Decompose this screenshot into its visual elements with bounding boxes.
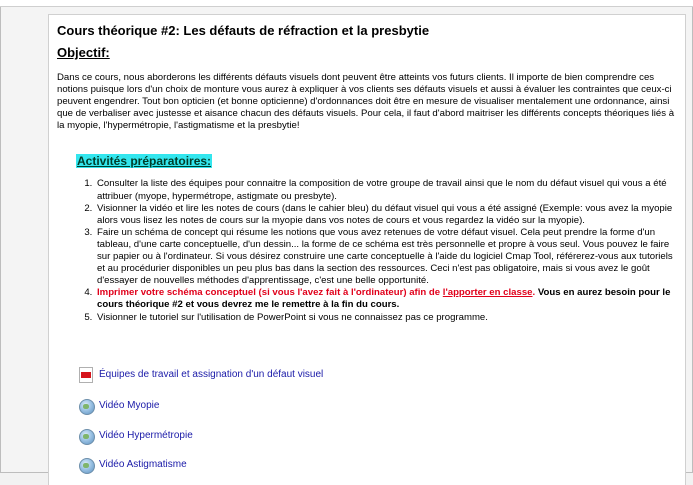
resource-link-label[interactable]: Équipes de travail et assignation d'un défaut visuel xyxy=(99,369,324,380)
red-instruction xyxy=(97,287,535,298)
list-item-text: Consulter la liste des équipes pour connaitre la composition de votre groupe de travail ainsi que le nom du défaut visuel qui vous a été attribuer (myope, hypermétrope, astigmate ou presbyte). xyxy=(97,178,667,202)
bold-instruction: Vous en aurez besoin pour le cours théorique #2 et vous devrez me le remettre à la fin du cours. xyxy=(97,287,671,311)
list-item-text: Visionner le tutoriel sur l'utilisation de PowerPoint si vous ne connaissez pas ce programme. xyxy=(97,311,488,323)
list-item xyxy=(95,312,677,324)
red-text-part-a: Imprimer votre schéma conceptuel (si vous l'avez fait à l'ordinateur) afin de xyxy=(97,287,443,299)
list-item-text: Visionner la vidéo et lire les notes de cours (dans le cahier bleu) du défaut visuel qui vous a été assigné (Exemple: vous avez la myopie alors vous lisez les notes de cours sur la myopie dans vos notes de cours et vous regardez la vidéo sur la myopie). xyxy=(97,202,673,226)
intro-paragraph: Dans ce cours, nous aborderons les différents défauts visuels dont peuvent être atteints vos futurs clients. Il importe de bien comprendre ces notions puisque lors d'un choix de monture vous aurez à expliquer à vos clients ses défauts visuels et aussi à évaluer les contraintes que ceux-ci peuvent engendrer. Tout bon opticien (et bonne opticienne) d'ordonnances doit être en mesure de visualiser mentalement une ordonnance, ainsi que de verbaliser avec justesse et aisance chacun des défauts visuels. Pour cela, il faut d'abord maitriser les différents concepts théoriques liés à la myopie, l'hypermétropie, l'astigmatisme et la presbytie! xyxy=(57,72,675,132)
list-item xyxy=(95,287,677,311)
activites-section xyxy=(76,152,677,170)
pdf-icon xyxy=(79,367,93,383)
page-title: Cours théorique #2: Les défauts de réfraction et la presbytie xyxy=(57,23,430,38)
globe-icon xyxy=(79,458,95,474)
activites-heading: Activités préparatoires: xyxy=(77,154,212,169)
list-item xyxy=(95,203,677,227)
content-panel xyxy=(48,14,686,485)
list-item xyxy=(95,227,677,287)
list-item xyxy=(95,178,677,202)
resource-link-label[interactable]: Vidéo Myopie xyxy=(99,400,160,411)
activites-list xyxy=(79,178,677,323)
globe-icon xyxy=(79,399,95,415)
globe-icon xyxy=(79,429,95,445)
red-text-part-b: . xyxy=(532,287,536,299)
list-item-text: Faire un schéma de concept qui résume les notions que vous avez retenues de votre défaut visuel. Cela peut prendre la forme d'un tableau, d'une carte conceptuelle, d'un dessin... la forme de ce schéma est très personnelle et propre à vous seul. Vous pouvez le faire sur papier ou à l'ordinateur. Si vous désirez construire une carte conceptuelle à l'aide du logiciel Cmap Tool, référerez-vous aux tutoriels et au procédurier disponibles un peu plus bas dans la section des ressources. Ceci n'est pas obligatoire, mais si vous avez le goût d'essayer de nouvelles méthodes d'apprentissage, c'est une belle opportunité. xyxy=(97,226,673,287)
objectif-heading: Objectif: xyxy=(57,45,110,60)
red-underlined-text: l'apporter en classe xyxy=(442,287,533,299)
course-content xyxy=(57,23,677,324)
resource-link-label[interactable]: Vidéo Astigmatisme xyxy=(99,459,187,470)
resource-link-label[interactable]: Vidéo Hypermétropie xyxy=(99,430,193,441)
top-border xyxy=(0,0,693,7)
